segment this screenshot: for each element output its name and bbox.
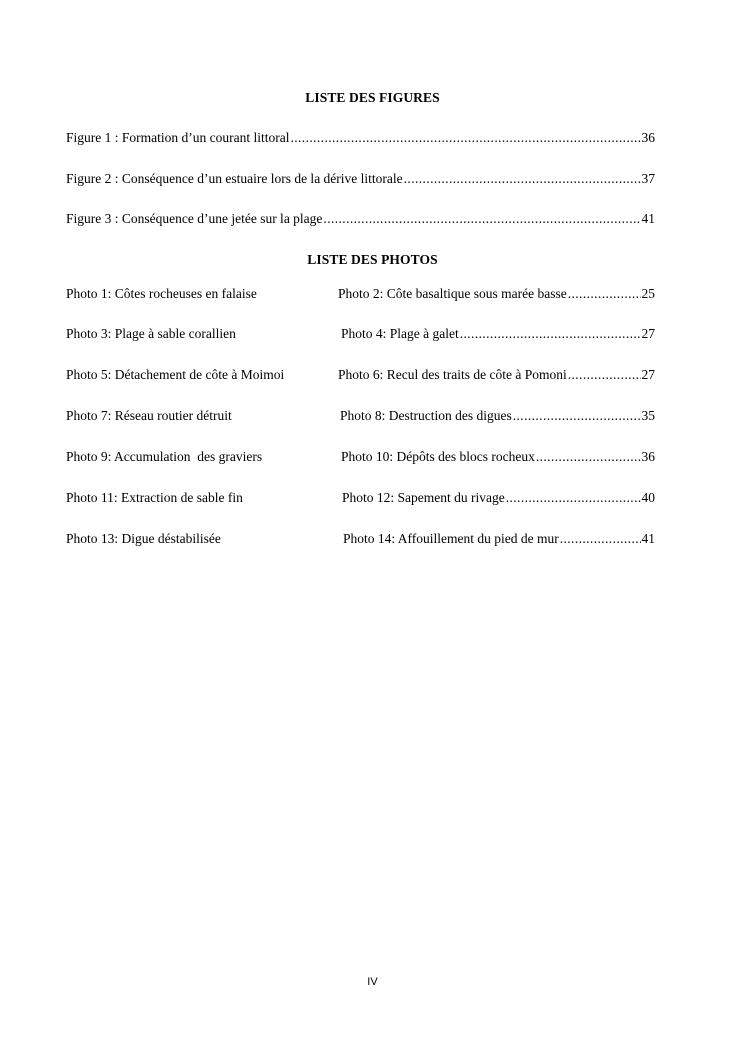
photo-entry-right [343, 531, 655, 547]
photo-label-right: Photo 14: Affouillement du pied de mur [343, 531, 559, 546]
photo-label-right: Photo 2: Côte basaltique sous marée basse [338, 286, 567, 301]
photo-label-right: Photo 12: Sapement du rivage [342, 490, 505, 505]
photo-entry-right [342, 490, 655, 506]
photo-entry-right [341, 326, 655, 342]
figure-page: 37 [641, 171, 655, 186]
leader-dots [536, 449, 641, 465]
photo-label-left: Photo 13: Digue déstabilisée [66, 531, 221, 546]
leader-dots [404, 171, 641, 187]
photo-entry-row [66, 286, 655, 302]
photo-entry-row [66, 367, 655, 383]
photo-entry-row [66, 326, 655, 342]
figure-label: Figure 2 : Conséquence d’un estuaire lors de la dérive littorale [66, 171, 403, 186]
figure-entry [66, 211, 655, 227]
figure-label: Figure 1 : Formation d’un courant littoral [66, 130, 290, 145]
photo-page: 40 [641, 490, 655, 505]
figure-page: 41 [641, 211, 655, 226]
photo-page: 36 [641, 449, 655, 464]
page-number: IV [367, 976, 378, 988]
leader-dots [568, 367, 641, 383]
photo-label-right: Photo 4: Plage à galet [341, 326, 459, 341]
photo-entry-right [338, 286, 655, 302]
photo-label-left: Photo 1: Côtes rocheuses en falaise [66, 286, 257, 301]
figure-page: 36 [641, 130, 655, 145]
leader-dots [513, 408, 641, 424]
photo-entry-right [338, 367, 655, 383]
photo-label-left: Photo 7: Réseau routier détruit [66, 408, 232, 423]
photo-label-left: Photo 3: Plage à sable corallien [66, 326, 236, 341]
photo-entry-right [341, 449, 655, 465]
photo-label-left: Photo 11: Extraction de sable fin [66, 490, 243, 505]
figure-label: Figure 3 : Conséquence d’une jetée sur la plage [66, 211, 323, 226]
leader-dots [323, 211, 640, 227]
photo-label-right: Photo 8: Destruction des digues [340, 408, 512, 423]
photos-heading: LISTE DES PHOTOS [307, 252, 438, 267]
photo-page: 41 [641, 531, 655, 546]
photo-entry-row [66, 490, 655, 506]
photo-label-right: Photo 10: Dépôts des blocs rocheux [341, 449, 535, 464]
figure-entry [66, 130, 655, 146]
photo-entry-row [66, 531, 655, 547]
photo-entry-row [66, 408, 655, 424]
photo-page: 27 [641, 326, 655, 341]
photo-page: 27 [641, 367, 655, 382]
figure-entry [66, 171, 655, 187]
photo-label-left: Photo 5: Détachement de côte à Moimoi [66, 367, 285, 382]
photo-page: 25 [641, 286, 655, 301]
photo-entry-right [340, 408, 655, 424]
leader-dots [460, 326, 641, 342]
photo-page: 35 [641, 408, 655, 423]
leader-dots [506, 490, 641, 506]
leader-dots [568, 286, 641, 302]
photo-label-right: Photo 6: Recul des traits de côte à Pomoni [338, 367, 567, 382]
leader-dots [290, 130, 640, 146]
leader-dots [560, 531, 641, 547]
photo-entry-row [66, 449, 655, 465]
figures-heading: LISTE DES FIGURES [305, 90, 440, 105]
photo-label-left: Photo 9: Accumulation des graviers [66, 449, 263, 464]
